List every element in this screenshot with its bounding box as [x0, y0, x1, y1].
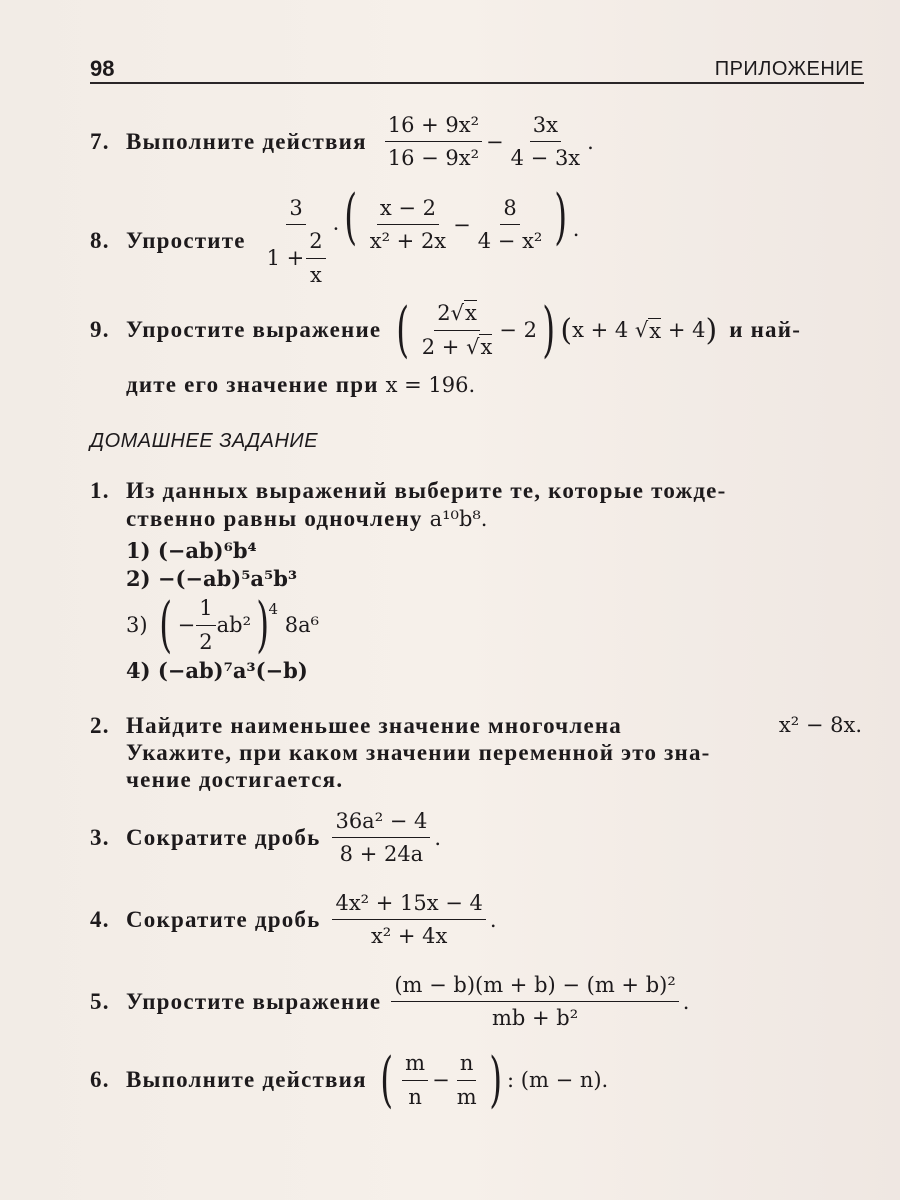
exponent: 4: [268, 600, 279, 618]
homework-task-2: [90, 712, 862, 793]
task-text: Упростите: [126, 228, 246, 254]
task-number: 2.: [90, 713, 110, 738]
denominator: 2: [199, 629, 213, 654]
denominator: x: [310, 262, 322, 287]
left-paren: (: [560, 312, 573, 348]
right-paren: ): [705, 312, 718, 348]
radicand: x: [649, 318, 662, 343]
right-paren: ): [554, 182, 568, 252]
homework-heading: ДОМАШНЕЕ ЗАДАНИЕ: [90, 430, 319, 452]
denominator: n: [408, 1084, 422, 1109]
task-text: Найдите наименьшее значение многочлена: [126, 713, 623, 738]
task-number: 1.: [90, 478, 110, 503]
radicand: x: [464, 301, 477, 326]
numerator: 4x² + 15x − 4: [332, 890, 485, 920]
numerator: 2√x: [434, 300, 480, 330]
homework-task-5: [90, 972, 862, 1032]
option-4: 4) (−ab)⁷a³(−b): [126, 658, 308, 683]
task-number: 9.: [90, 317, 110, 342]
radicand: x: [480, 334, 493, 359]
formula: x² − 8x.: [778, 713, 862, 737]
numerator: (m − b)(m + b) − (m + b)²: [391, 972, 678, 1002]
task-text: Из данных выражений выберите те, которые тожде-: [126, 478, 727, 503]
formula: [260, 182, 580, 288]
task-8: [90, 182, 862, 288]
task-number: 7.: [90, 128, 110, 154]
denominator: 16 − 9x²: [387, 146, 480, 171]
numerator: 16 + 9x²: [385, 112, 482, 142]
operator: −: [453, 213, 471, 237]
formula: [328, 808, 441, 868]
right-paren: ): [542, 295, 556, 365]
task-number: 6.: [90, 1067, 110, 1092]
left-paren: (: [344, 182, 358, 252]
section-title: ПРИЛОЖЕНИЕ: [714, 58, 864, 80]
period: .: [489, 907, 497, 932]
task-text: Сократите дробь: [126, 824, 321, 850]
formula: a¹⁰b⁸.: [429, 507, 488, 531]
expr-part: ab²: [216, 613, 252, 637]
option-3: [90, 590, 862, 660]
left-paren: (: [380, 1045, 393, 1115]
task-text-tail: и най-: [729, 317, 802, 342]
minus: −: [177, 613, 196, 637]
operator: −: [486, 129, 504, 154]
left-paren: (: [396, 295, 410, 365]
task-text: Упростите выражение: [126, 317, 382, 342]
task-number: 4.: [90, 906, 110, 932]
numerator: 3: [286, 195, 305, 225]
formula: [375, 1045, 609, 1115]
task-text: Выполните действия: [126, 128, 367, 154]
numerator: 8: [500, 195, 519, 225]
task-number: 8.: [90, 228, 110, 254]
numerator: 36a² − 4: [332, 808, 430, 838]
denominator: 4 − 3x: [510, 146, 581, 171]
numerator: m: [402, 1050, 428, 1080]
period: .: [682, 989, 690, 1014]
expr-part: + 4: [667, 318, 706, 342]
formula: [387, 972, 689, 1032]
minus-two: − 2: [499, 318, 537, 342]
denominator: x² + 2x: [369, 229, 447, 254]
divisor: : (m − n).: [507, 1068, 609, 1092]
right-paren: ): [256, 590, 270, 660]
denominator-part: 1 +: [266, 245, 305, 270]
denominator: mb + b²: [491, 1006, 579, 1031]
formula: ( $\frac{2√x}{2 + √x}$ − 2 ) ( x + 4 √ x + 4 ): [396, 295, 718, 365]
task-text: дите его значение при: [126, 372, 379, 397]
numerator: 1: [196, 595, 215, 625]
task-text: Укажите, при каком значении переменной это зна-: [126, 740, 711, 765]
operator: −: [432, 1068, 450, 1092]
header-rule: [90, 82, 864, 84]
denominator-part: 2 +: [421, 334, 460, 359]
homework-task-6: [90, 1045, 862, 1115]
multiply-dot: ·: [332, 217, 340, 241]
denominator: 4 − x²: [477, 229, 543, 254]
task-text: Сократите дробь: [126, 906, 321, 932]
formula: [381, 112, 594, 172]
homework-task-4: [90, 890, 862, 950]
task-9-line2: [126, 372, 862, 398]
task-text: ственно равны одночлену: [126, 506, 423, 531]
period: .: [434, 825, 442, 850]
option-1: 1) (−ab)⁶b⁴: [126, 538, 257, 563]
task-number: 5.: [90, 988, 110, 1014]
denominator: 8 + 24a: [339, 842, 424, 867]
task-7: [90, 112, 862, 172]
expr-part: x + 4: [572, 318, 629, 342]
task-text: чение достигается.: [126, 767, 344, 792]
task-text: Упростите выражение: [126, 988, 382, 1014]
left-paren: (: [159, 590, 173, 660]
page-number: 98: [90, 56, 115, 81]
task-text: Выполните действия: [126, 1067, 367, 1092]
numerator: 3x: [530, 112, 561, 142]
formula: x = 196.: [385, 373, 476, 397]
option-2: 2) −(−ab)⁵a⁵b³: [126, 566, 298, 591]
task-number: 3.: [90, 824, 110, 850]
period: .: [587, 129, 594, 154]
task-9: [90, 295, 862, 365]
numerator: x − 2: [377, 195, 439, 225]
homework-task-1: [90, 477, 862, 685]
numerator: n: [457, 1050, 477, 1080]
right-paren: ): [488, 1045, 502, 1115]
denominator: 2 + √x: [421, 334, 493, 359]
numerator: 2: [306, 228, 325, 258]
option-label: 3): [126, 613, 148, 637]
formula: [328, 890, 496, 950]
period: .: [572, 217, 580, 241]
homework-task-3: [90, 808, 862, 868]
coefficient: 2: [437, 301, 451, 326]
expr-part: 8a⁶: [284, 613, 320, 637]
denominator: m: [456, 1084, 477, 1109]
denominator: x² + 4x: [370, 924, 448, 949]
denominator: [264, 225, 329, 288]
